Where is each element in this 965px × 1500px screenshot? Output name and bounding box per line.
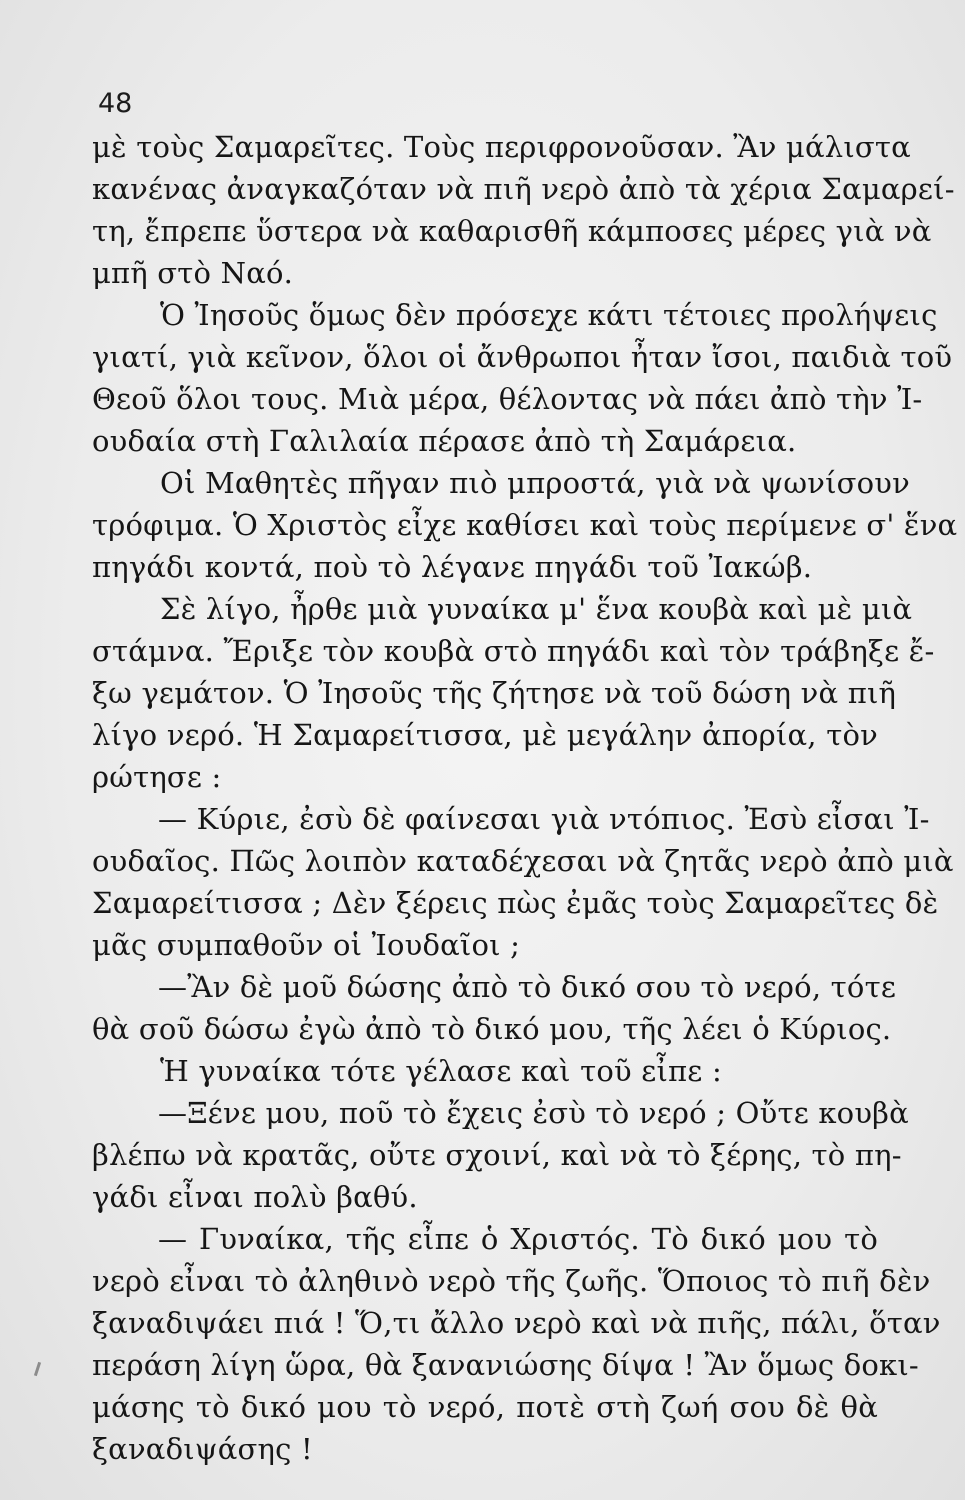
text-line: ουδαία στὴ Γαλιλαία πέρασε ἀπὸ τὴ Σαμάρεια. — [92, 424, 797, 458]
text-line: μᾶς συμπαθοῦν οἱ Ἰουδαῖοι ; — [92, 928, 521, 962]
text-line: μὲ τοὺς Σαμαρεῖτες. Τοὺς περιφρονοῦσαν. Ἂν μάλιστα — [92, 130, 911, 164]
text-line: ξαναδιψάσης ! — [92, 1432, 313, 1466]
text-line: — Γυναίκα, τῆς εἶπε ὁ Χριστός. Τὸ δικό μου τὸ — [158, 1222, 878, 1256]
text-line: τη, ἔπρεπε ὕστερα νὰ καθαρισθῆ κάμποσες μέρες γιὰ νὰ — [92, 214, 932, 248]
text-line: πηγάδι κοντά, ποὺ τὸ λέγανε πηγάδι τοῦ Ἰακώβ. — [92, 550, 813, 584]
text-line: βλέπω νὰ κρατᾶς, οὔτε σχοινί, καὶ νὰ τὸ ξέρης, τὸ πη- — [92, 1138, 902, 1172]
text-line: γάδι εἶναι πολὺ βαθύ. — [92, 1180, 418, 1214]
page-number: 48 — [98, 88, 133, 119]
text-line: τρόφιμα. Ὁ Χριστὸς εἶχε καθίσει καὶ τοὺς περίμενε σ' ἕνα — [92, 508, 958, 542]
text-line: ξαναδιψάει πιά ! Ὅ,τι ἄλλο νερὸ καὶ νὰ πιῆς, πάλι, ὅταν — [92, 1306, 941, 1340]
text-line: γιατί, γιὰ κεῖνον, ὅλοι οἱ ἄνθρωποι ἦταν ἴσοι, παιδιὰ τοῦ — [92, 340, 953, 374]
text-line: Θεοῦ ὅλοι τους. Μιὰ μέρα, θέλοντας νὰ πάει ἀπὸ τὴν Ἰ- — [92, 382, 923, 416]
text-line: κανένας ἀναγκαζόταν νὰ πιῆ νερὸ ἀπὸ τὰ χέρια Σαμαρεί- — [92, 172, 955, 206]
text-line: θὰ σοῦ δώσω ἐγὼ ἀπὸ τὸ δικό μου, τῆς λέει ὁ Κύριος. — [92, 1012, 892, 1046]
text-line: ουδαῖος. Πῶς λοιπὸν καταδέχεσαι νὰ ζητᾶς νερὸ ἀπὸ μιὰ — [92, 844, 954, 878]
text-line: Σαμαρείτισσα ; Δὲν ξέρεις πὼς ἐμᾶς τοὺς Σαμαρεῖτες δὲ — [92, 886, 939, 920]
text-line: μάσης τὸ δικό μου τὸ νερό, ποτὲ στὴ ζωή σου δὲ θὰ — [92, 1390, 878, 1424]
text-line: Ὁ Ἰησοῦς ὅμως δὲν πρόσεχε κάτι τέτοιες προλήψεις — [160, 298, 938, 332]
text-line: Σὲ λίγο, ἦρθε μιὰ γυναίκα μ' ἕνα κουβὰ καὶ μὲ μιὰ — [160, 592, 913, 626]
text-line: λίγο νερό. Ἡ Σαμαρείτισσα, μὲ μεγάλην ἀπορία, τὸν — [92, 718, 878, 752]
text-line: μπῆ στὸ Ναό. — [92, 256, 294, 290]
text-line: στάμνα. Ἔριξε τὸν κουβὰ στὸ πηγάδι καὶ τὸν τράβηξε ἔ- — [92, 634, 935, 668]
text-line: —Ἂν δὲ μοῦ δώσης ἀπὸ τὸ δικό σου τὸ νερό, τότε — [158, 970, 897, 1004]
text-line: ξω γεμάτον. Ὁ Ἰησοῦς τῆς ζήτησε νὰ τοῦ δώση νὰ πιῆ — [92, 676, 897, 710]
text-line: ρώτησε : — [92, 760, 222, 794]
text-line: —Ξένε μου, ποῦ τὸ ἔχεις ἐσὺ τὸ νερό ; Οὔτε κουβὰ — [158, 1096, 909, 1130]
scan-speck — [34, 1362, 41, 1376]
text-line: — Κύριε, ἐσὺ δὲ φαίνεσαι γιὰ ντόπιος. Ἐσὺ εἶσαι Ἰ- — [158, 802, 930, 836]
text-line: Ἡ γυναίκα τότε γέλασε καὶ τοῦ εἶπε : — [160, 1054, 722, 1088]
text-line: περάση λίγη ὥρα, θὰ ξανανιώσης δίψα ! Ἂν ὅμως δοκι- — [92, 1348, 919, 1382]
text-line: νερὸ εἶναι τὸ ἀληθινὸ νερὸ τῆς ζωῆς. Ὅποιος τὸ πιῆ δὲν — [92, 1264, 931, 1298]
text-line: Οἱ Μαθητὲς πῆγαν πιὸ μπροστά, γιὰ νὰ ψωνίσουν — [160, 466, 910, 500]
